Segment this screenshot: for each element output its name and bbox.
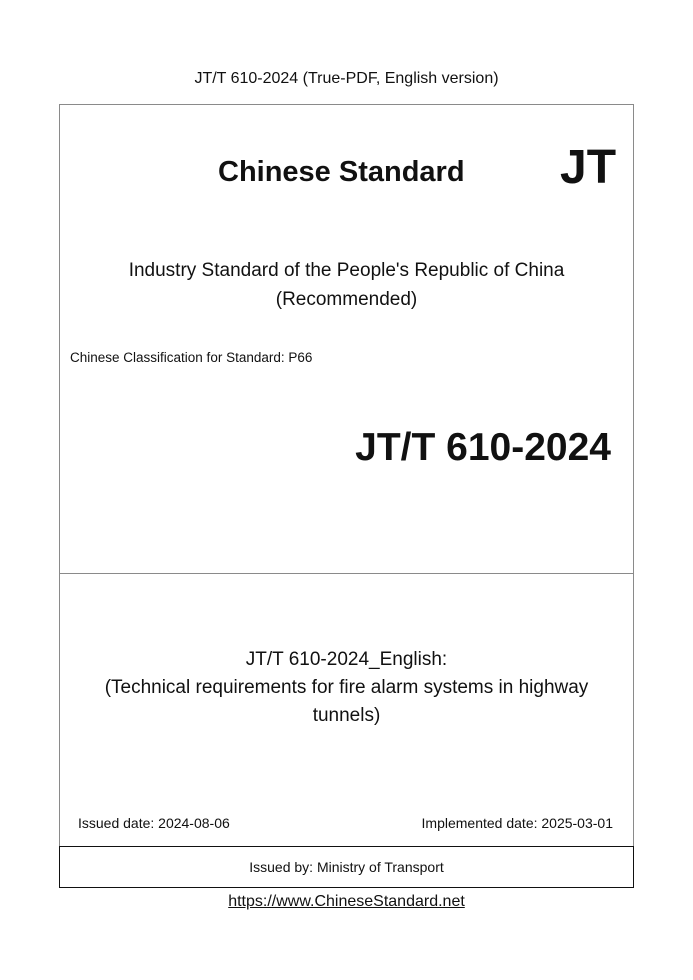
implemented-date: Implemented date: 2025-03-01 <box>421 815 613 831</box>
classification-text: Chinese Classification for Standard: P66 <box>70 350 313 365</box>
cover-heading: Chinese Standard <box>218 156 465 188</box>
website-link[interactable]: https://www.ChineseStandard.net <box>228 893 465 910</box>
industry-line-2: (Recommended) <box>275 289 418 310</box>
document-header-title: JT/T 610-2024 (True-PDF, English version) <box>194 70 499 87</box>
industry-line-1: Industry Standard of the People's Republic of China <box>128 260 565 281</box>
issuer-box <box>59 846 634 888</box>
issuer-text: Issued by: Ministry of Transport <box>249 859 444 875</box>
english-title-line-2: (Technical requirements for fire alarm systems in highway <box>104 677 589 698</box>
english-title-line-1: JT/T 610-2024_English: <box>245 649 448 670</box>
issued-date: Issued date: 2024-08-06 <box>78 815 230 831</box>
standard-number: JT/T 610-2024 <box>355 426 611 469</box>
english-title-block <box>59 646 634 730</box>
industry-standard-text <box>0 256 693 314</box>
english-title-line-3: tunnels) <box>312 705 381 726</box>
standard-category-mark: JT <box>560 141 617 194</box>
